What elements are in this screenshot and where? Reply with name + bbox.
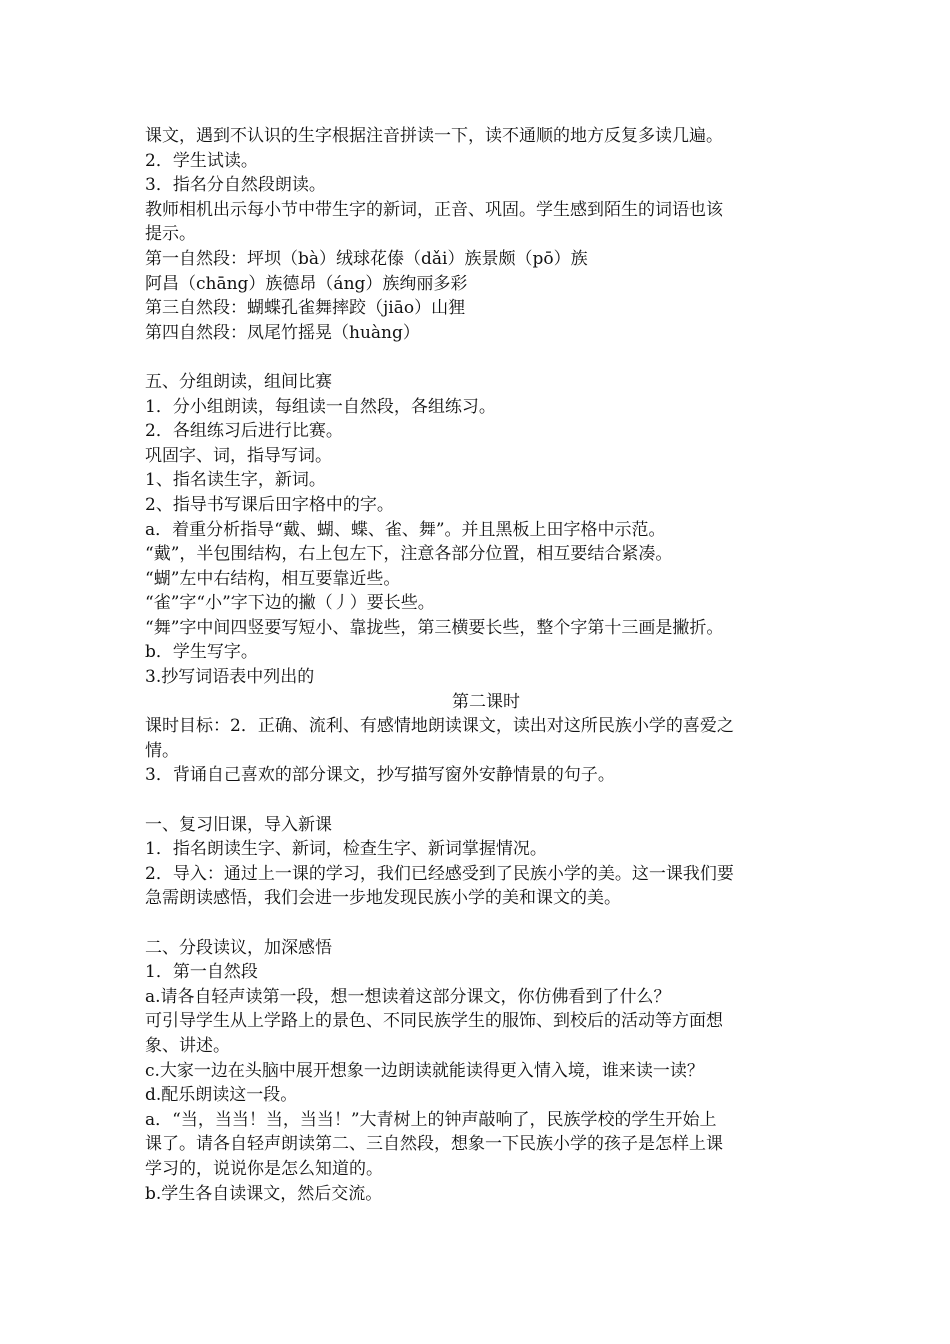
text-line: “蝴”左中右结构，相互要靠近些。	[145, 568, 401, 589]
text-line: 第四自然段：凤尾竹摇晃（huàng）	[145, 322, 420, 343]
text-line: a．“当，当当！当，当当！”大青树上的钟声敲响了，民族学校的学生开始上	[145, 1109, 717, 1130]
text-line: 阿昌（chāng）族德昂（áng）族绚丽多彩	[145, 273, 468, 294]
text-line: “雀”字“小”字下边的撇（丿）要长些。	[145, 593, 435, 614]
text-line: 2．各组练习后进行比赛。	[145, 421, 343, 442]
text-line: 1．第一自然段	[145, 962, 258, 983]
text-line: 1．分小组朗读，每组读一自然段，各组练习。	[145, 396, 496, 417]
text-line: 1．指名朗读生字、新词，检查生字、新词掌握情况。	[145, 839, 547, 860]
text-line: 1、指名读生字，新词。	[145, 470, 326, 491]
text-line: 第一自然段：坪坝（bà）绒球花傣（dǎi）族景颇（pō）族	[145, 248, 588, 269]
text-line: 课了。请各自轻声朗读第二、三自然段，想象一下民族小学的孩子是怎样上课	[145, 1134, 723, 1155]
text-line: 情。	[145, 740, 179, 761]
text-line: 2．学生试读。	[145, 150, 258, 171]
text-line: 3.抄写词语表中列出的	[145, 667, 315, 688]
lesson-title: 第二课时	[452, 691, 520, 712]
text-line: 课文，遇到不认识的生字根据注音拼读一下，读不通顺的地方反复多读几遍。	[145, 126, 723, 146]
text-line: 象、讲述。	[145, 1035, 230, 1056]
text-line: a．着重分析指导“戴、蝴、蝶、雀、舞”。并且黑板上田字格中示范。	[145, 519, 666, 540]
text-line: 巩固字、词，指导写词。	[145, 445, 332, 466]
section-heading: 二、分段读议，加深感悟	[145, 937, 332, 958]
blank-line	[145, 911, 825, 936]
text-line: a.请各自轻声读第一段，想一想读着这部分课文，你仿佛看到了什么？	[145, 986, 671, 1007]
section-heading: 五、分组朗读，组间比赛	[145, 371, 332, 392]
text-line: 提示。	[145, 224, 196, 245]
blank-line	[145, 788, 825, 813]
text-line: 学习的，说说你是怎么知道的。	[145, 1158, 383, 1179]
text-line: 3．背诵自己喜欢的部分课文，抄写描写窗外安静情景的句子。	[145, 765, 615, 786]
text-line: “舞”字中间四竖要写短小、靠拢些，第三横要长些，整个字第十三画是撇折。	[145, 617, 724, 638]
text-line: 2、指导书写课后田字格中的字。	[145, 494, 394, 515]
text-line: 急需朗读感悟，我们会进一步地发现民族小学的美和课文的美。	[145, 888, 621, 909]
section-heading: 一、复习旧课，导入新课	[145, 814, 332, 835]
text-line: 第三自然段：蝴蝶孔雀舞摔跤（jiāo）山狸	[145, 298, 466, 319]
text-line: 可引导学生从上学路上的景色、不同民族学生的服饰、到校后的活动等方面想	[145, 1011, 723, 1032]
text-line: “戴”，半包围结构，右上包左下，注意各部分位置，相互要结合紧凑。	[145, 544, 673, 565]
text-line: b.学生各自读课文，然后交流。	[145, 1183, 383, 1204]
blank-line	[145, 345, 825, 370]
text-line: 课时目标：2．正确、流利、有感情地朗读课文，读出对这所民族小学的喜爱之	[145, 716, 734, 737]
text-line: 2．导入：通过上一课的学习，我们已经感受到了民族小学的美。这一课我们要	[145, 863, 734, 884]
text-line: 3．指名分自然段朗读。	[145, 175, 326, 196]
text-line: b．学生写字。	[145, 642, 258, 663]
text-line: d.配乐朗读这一段。	[145, 1085, 298, 1106]
text-line: 教师相机出示每小节中带生字的新词，正音、巩固。学生感到陌生的词语也该	[145, 199, 723, 220]
document-body	[145, 124, 825, 1206]
text-line: c.大家一边在头脑中展开想象一边朗读就能读得更入情入境，谁来读一读？	[145, 1060, 704, 1081]
